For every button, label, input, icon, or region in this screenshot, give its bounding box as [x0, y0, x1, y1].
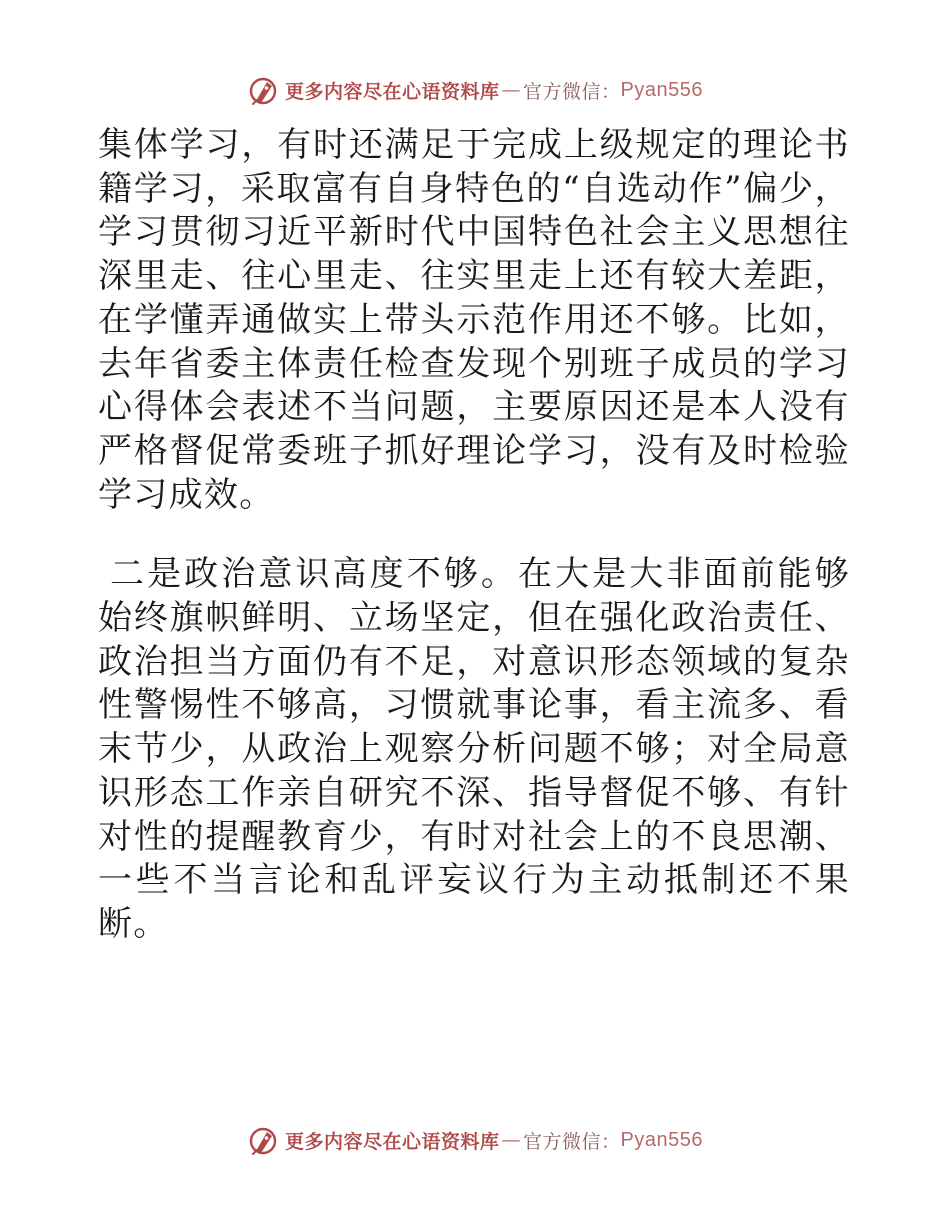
- footer-watermark-banner: [0, 1122, 950, 1158]
- banner-brand-text: 更多内容尽在心语资料库: [285, 1130, 500, 1153]
- banner-brand-text: 更多内容尽在心语资料库: [285, 80, 500, 103]
- paragraph-political-awareness: 二是政治意识高度不够。在大是大非面前能够始终旗帜鲜明、立场坚定，但在强化政治责任、政治担当方面仍有不足，对意识形态领域的复杂性警惕性不够高，习惯就事论事，看主流多、看末节少，从政治上观察分析问题不够；对全局意识形态工作亲自研究不深、指导督促不够、有针对性的提醒教育少，有时对社会上的不良思潮、一些不当言论和乱评妄议行为主动抵制还不果断。: [98, 554, 850, 944]
- header-watermark-banner: [0, 72, 950, 108]
- banner-dash: —: [501, 1129, 522, 1151]
- banner-official-label: 官方微信：: [523, 80, 621, 103]
- banner-official-label: 官方微信：: [523, 1130, 621, 1153]
- pen-nib-circle-icon: [247, 74, 279, 106]
- banner-wechat-id: Pyan556: [620, 1128, 703, 1151]
- pen-nib-circle-icon: [247, 1124, 279, 1156]
- banner-wechat-id: Pyan556: [620, 78, 703, 101]
- banner-dash: —: [501, 79, 522, 101]
- document-body: [98, 124, 850, 947]
- paragraph-study: 集体学习，有时还满足于完成上级规定的理论书籍学习，采取富有自身特色的“自选动作”偏少，学习贯彻习近平新时代中国特色社会主义思想往深里走、往心里走、往实里走上还有较大差距，在学懂弄通做实上带头示范作用还不够。比如，去年省委主体责任检查发现个别班子成员的学习心得体会表述不当问题，主要原因还是本人没有严格督促常委班子抓好理论学习，没有及时检验学习成效。: [98, 125, 850, 515]
